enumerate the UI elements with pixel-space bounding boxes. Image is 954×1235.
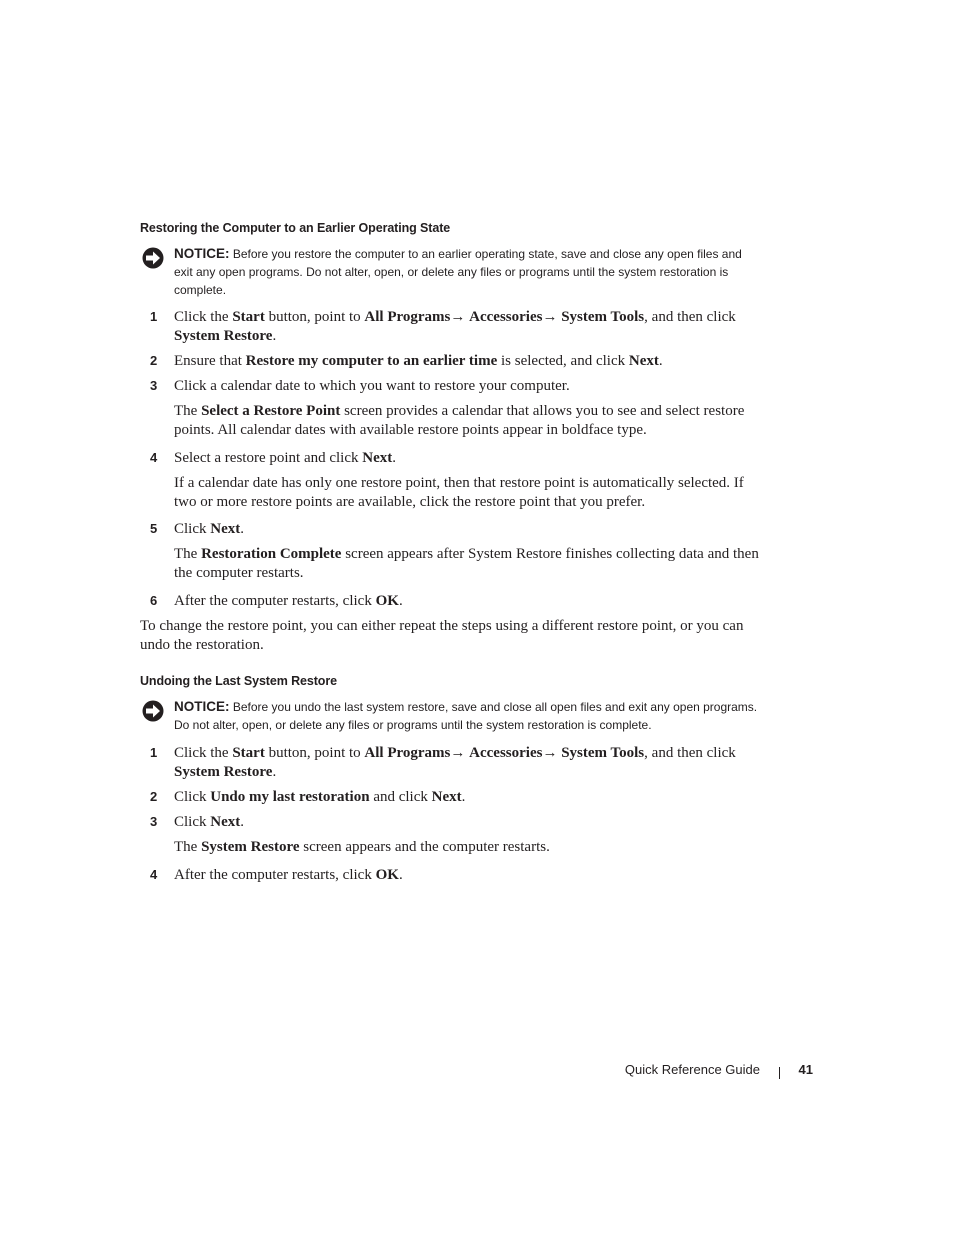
step-number: 1 — [150, 309, 158, 324]
step-item: 2 Ensure that Restore my computer to an earlier time is selected, and click Next. — [150, 353, 663, 369]
notice-restore — [142, 245, 762, 299]
step-detail: The System Restore screen appears and the computer restarts. — [174, 839, 550, 855]
section-heading-undo: Undoing the Last System Restore — [140, 674, 337, 688]
step-item: 6 After the computer restarts, click OK. — [150, 593, 403, 609]
step-item: 4 After the computer restarts, click OK. — [150, 867, 403, 883]
page-footer — [600, 1062, 813, 1082]
step-number: 3 — [150, 814, 158, 829]
notice-text: Before you undo the last system restore, save and close all open files and exit any open programs. Do not alter, open, or delete any files or programs until the system restoration is complete. — [174, 700, 758, 732]
step-detail: The Select a Restore Point screen provides a calendar that allows you to see and select restore points. All calendar dates with available restore points appear in boldface type. — [174, 403, 745, 438]
step-item: 1 Click the Start button, point to All Programs→ Accessories→ System Tools, and then click System Restore. — [150, 309, 736, 344]
page-number: 41 — [798, 1062, 813, 1077]
closing-paragraph: To change the restore point, you can either repeat the steps using a different restore point, or you can undo the restoration. — [140, 618, 744, 653]
section-heading-restore: Restoring the Computer to an Earlier Operating State — [140, 221, 451, 235]
notice-arrow-icon — [142, 247, 164, 269]
step-number: 4 — [150, 867, 158, 882]
step-detail: If a calendar date has only one restore point, then that restore point is automatically selected. If two or more restore points are available, click the restore point that you prefer. — [174, 475, 744, 510]
step-item: 4 Select a restore point and click Next. — [150, 450, 397, 466]
step-number: 3 — [150, 378, 158, 393]
notice-label: NOTICE: — [174, 246, 230, 261]
step-item: 5 Click Next. — [150, 521, 244, 537]
footer-title: Quick Reference Guide — [624, 1062, 760, 1077]
step-number: 2 — [150, 353, 158, 368]
step-item: 2 Click Undo my last restoration and click Next. — [150, 789, 466, 805]
notice-undo — [142, 698, 762, 734]
footer-separator — [779, 1067, 780, 1079]
step-number: 5 — [150, 521, 158, 536]
step-number: 6 — [150, 593, 158, 608]
step-item: 3 Click Next. — [150, 814, 244, 830]
notice-text: Before you restore the computer to an earlier operating state, save and close any open files and exit any open programs. Do not alter, open, or delete any files or programs until the system restoration is complete. — [174, 247, 742, 297]
step-item: 1 Click the Start button, point to All Programs→ Accessories→ System Tools, and then click System Restore. — [150, 745, 736, 780]
step-detail: The Restoration Complete screen appears after System Restore finishes collecting data and then the computer restarts. — [174, 546, 759, 581]
step-item: 3 Click a calendar date to which you want to restore your computer. — [150, 378, 570, 394]
step-number: 2 — [150, 789, 158, 804]
notice-arrow-icon — [142, 700, 164, 722]
notice-label: NOTICE: — [174, 699, 230, 714]
step-number: 1 — [150, 745, 158, 760]
step-number: 4 — [150, 450, 158, 465]
